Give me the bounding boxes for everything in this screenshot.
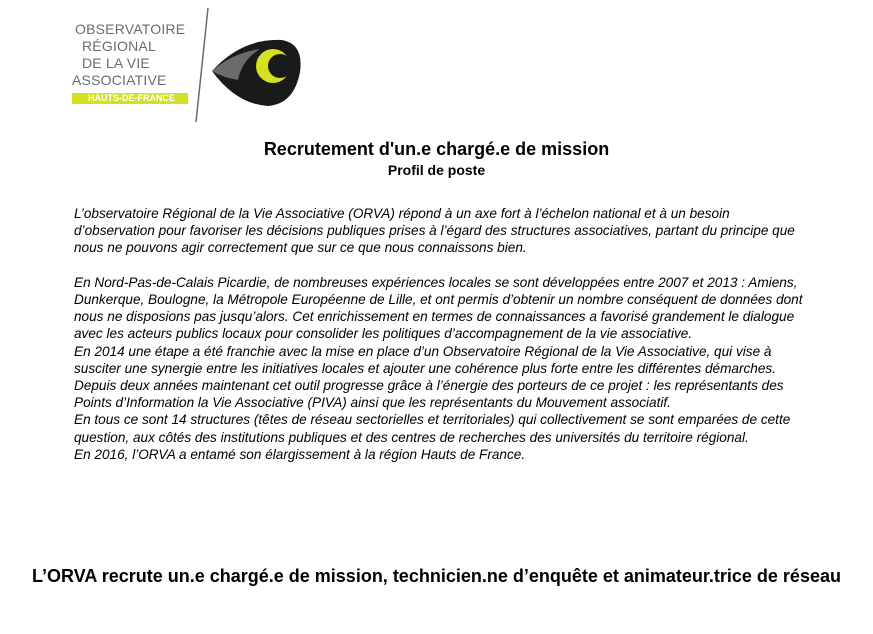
paragraph-structures: En tous ce sont 14 structures (têtes de réseau sectorielles et territoriales) qui collectivement se sont emparées de cette question, aux côtés des institutions publiques et des centres de recherches des universités du territoire régional. [74, 412, 791, 445]
recruitment-heading: L’ORVA recrute un.e chargé.e de mission, technicien.ne d’enquête et animateur.trice de réseau [32, 566, 841, 586]
logo-line-2: RÉGIONAL [82, 38, 156, 54]
logo-divider-line [196, 8, 208, 122]
body-text [74, 205, 804, 463]
orva-logo [72, 8, 304, 124]
header [0, 139, 873, 179]
page-subtitle: Profil de poste [387, 162, 486, 178]
paragraph-2014: En 2014 une étape a été franchie avec la mise en place d’un Observatoire Régional de la Vie Associative, qui vise à susciter une synergie entre les initiatives locales et ajouter une cohérence plus forte entre les différentes démarches. Depuis deux années maintenant cet outil progresse grâce à l’énergie des porteurs de ce projet : les représentants des Points d’Information la Vie Associative (PIVA) ainsi que les représentants du Mouvement associatif. [74, 343, 784, 411]
paragraph-intro: L’observatoire Régional de la Vie Associative (ORVA) répond à un axe fort à l’échelon national et à un besoin d’observation pour favoriser les décisions publiques prises à l’égard des structures associatives, partant du principe que nous ne pouvons agir correctement que sur ce que nous connaissons bien. [74, 206, 795, 256]
page-title: Recrutement d'un.e chargé.e de mission [263, 139, 610, 159]
paragraph-2016: En 2016, l’ORVA a entamé son élargissement à la région Hauts de France. [74, 446, 526, 462]
eye-iris [268, 54, 292, 78]
paragraph-history: En Nord-Pas-de-Calais Picardie, de nombreuses expériences locales se sont développées entre 2007 et 2013 : Amiens, Dunkerque, Boulogne, la Métropole Européenne de Lille, et ont permis d’obtenir un nombre conséquent de données dont nous ne disposions pas jusqu’alors. Cet enrichissement en termes de connaissances a favorisé grandement le dialogue avec les acteurs publics locaux pour consolider les politiques d’accompagnement de la vie associative. [74, 274, 803, 342]
logo-line-3: DE LA VIE [82, 55, 150, 71]
logo-line-1: OBSERVATOIRE [75, 21, 186, 37]
logo-region-label: HAUTS-DE-FRANCE [88, 93, 175, 103]
logo-line-4: ASSOCIATIVE [72, 72, 167, 88]
